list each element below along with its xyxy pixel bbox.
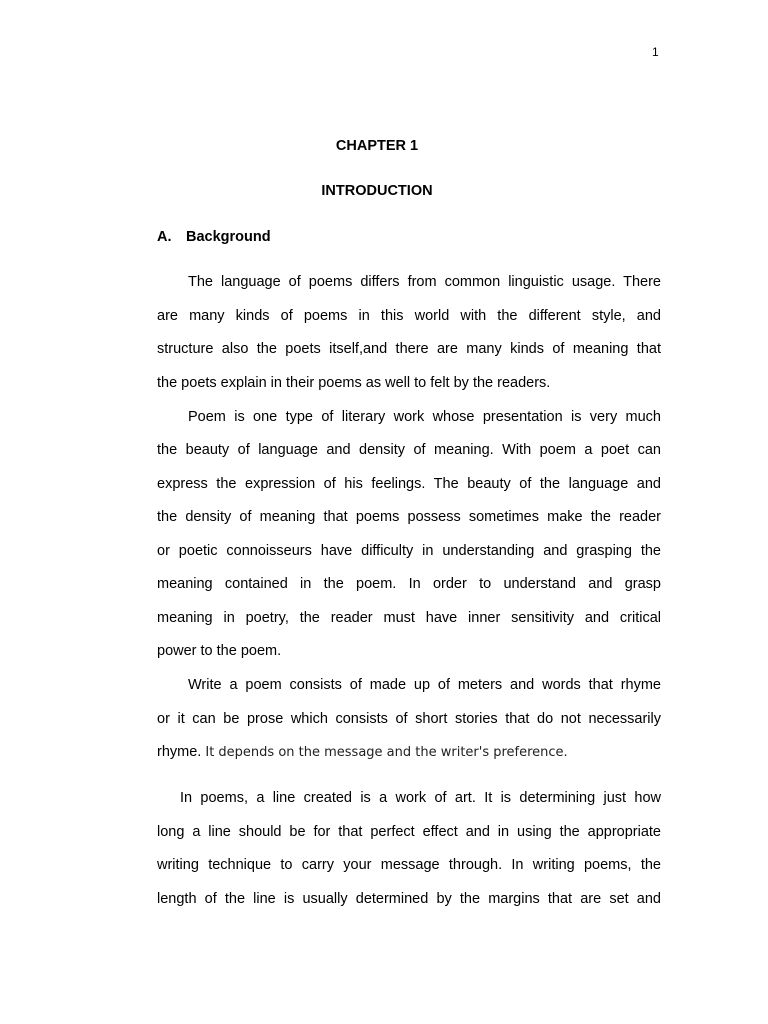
paragraph-line: long a line should be for that perfect effect and in using the appropriate — [157, 824, 661, 840]
chapter-title: CHAPTER 1 — [335, 138, 419, 154]
paragraph-line: or poetic connoisseurs have difficulty in understanding and grasping the — [157, 543, 661, 559]
paragraph-line: writing technique to carry your message through. In writing poems, the — [157, 857, 661, 873]
paragraph-line: Poem is one type of literary work whose presentation is very much — [188, 409, 661, 425]
paragraph-line: length of the line is usually determined by the margins that are set and — [157, 891, 661, 907]
paragraph-line: are many kinds of poems in this world with the different style, and — [157, 308, 661, 324]
chapter-subtitle: INTRODUCTION — [321, 183, 433, 199]
section-heading — [157, 228, 271, 246]
paragraph-line: power to the poem. — [157, 643, 282, 659]
pasted-sentence: It depends on the message and the writer's preference. — [205, 745, 568, 760]
section-marker: A. — [157, 229, 172, 245]
paragraph-line: In poems, a line created is a work of art. It is determining just how — [180, 790, 661, 806]
paragraph-line: the beauty of language and density of meaning. With poem a poet can — [157, 442, 661, 458]
page-number: 1 — [652, 45, 659, 59]
paragraph-line: structure also the poets itself,and there are many kinds of meaning that — [157, 341, 661, 357]
section-title: Background — [186, 229, 271, 245]
paragraph-line: Write a poem consists of made up of meters and words that rhyme — [188, 677, 661, 693]
paragraph-line: The language of poems differs from common linguistic usage. There — [188, 274, 661, 290]
paragraph-line: meaning in poetry, the reader must have inner sensitivity and critical — [157, 610, 661, 626]
paragraph-line: express the expression of his feelings. The beauty of the language and — [157, 476, 661, 492]
paragraph-line: the poets explain in their poems as well to felt by the readers. — [157, 375, 551, 391]
paragraph-line: the density of meaning that poems possess sometimes make the reader — [157, 509, 661, 525]
paragraph-line: or it can be prose which consists of short stories that do not necessarily — [157, 711, 661, 727]
paragraph-text: rhyme. — [157, 744, 202, 760]
paragraph-line: meaning contained in the poem. In order to understand and grasp — [157, 576, 661, 592]
paragraph-line — [157, 743, 661, 762]
